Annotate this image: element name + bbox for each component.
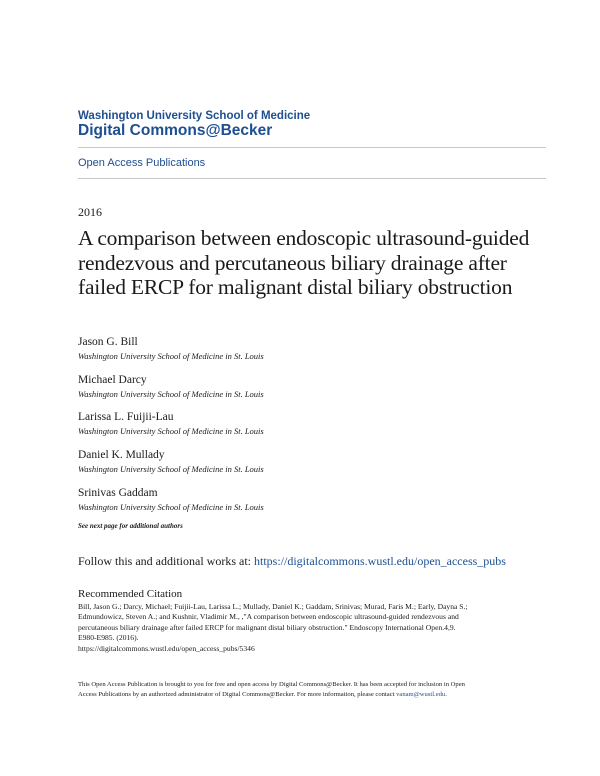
citation-heading: Recommended Citation	[78, 588, 183, 600]
follow-line	[78, 554, 506, 569]
citation-line: Edmundowicz, Steven A.; and Kushnir, Vladimir M., ,"A comparison between endoscopic ultrasound-guided rendezvous and	[78, 612, 459, 622]
follow-link[interactable]: https://digitalcommons.wustl.edu/open_access_pubs	[254, 554, 506, 568]
paper-title: A comparison between endoscopic ultrasound-guided rendezvous and percutaneous biliary drainage after failed ERCP for malignant distal biliary obstruction	[78, 226, 530, 299]
citation-line: E980-E985. (2016).	[78, 633, 139, 643]
institution-name: Washington University School of Medicine	[78, 110, 311, 122]
additional-authors-note[interactable]: See next page for additional authors	[78, 522, 183, 530]
author-block	[78, 336, 548, 361]
author-affiliation: Washington University School of Medicine in St. Louis	[78, 351, 264, 361]
author-block	[78, 487, 548, 512]
contact-email-link[interactable]: vanam@wustl.edu	[396, 691, 446, 699]
follow-text: Follow this and additional works at:	[78, 554, 254, 568]
author-name: Larissa L. Fuijii-Lau	[78, 411, 174, 423]
notice-line: This Open Access Publication is brought to you for free and open access by Digital Commons@Becker. It has been accepted for inclusion in Open	[78, 681, 465, 688]
author-block	[78, 449, 548, 474]
notice-line	[78, 690, 548, 700]
access-notice	[78, 680, 548, 701]
publication-year: 2016	[78, 205, 102, 219]
repository-name[interactable]: Digital Commons@Becker	[78, 122, 273, 139]
author-block	[78, 411, 548, 436]
citation-line: Bill, Jason G.; Darcy, Michael; Fuijii-Lau, Larissa L.; Mullady, Daniel K.; Gaddam, Srinivas; Murad, Faris M.; Early, Dayna S.;	[78, 602, 468, 611]
header-divider-bottom	[78, 178, 546, 179]
citation-line: percutaneous biliary drainage after failed ERCP for malignant distal biliary obstruction." Endoscopy International Open.4,9.	[78, 622, 456, 632]
author-affiliation: Washington University School of Medicine in St. Louis	[78, 464, 264, 474]
author-name: Srinivas Gaddam	[78, 487, 158, 499]
author-affiliation: Washington University School of Medicine in St. Louis	[78, 426, 264, 436]
citation-url[interactable]: https://digitalcommons.wustl.edu/open_access_pubs/5346	[78, 643, 255, 653]
author-block	[78, 374, 548, 399]
author-name: Michael Darcy	[78, 374, 147, 386]
collection-link[interactable]: Open Access Publications	[78, 157, 206, 169]
author-affiliation: Washington University School of Medicine in St. Louis	[78, 502, 264, 512]
notice-text: Access Publications by an authorized administrator of Digital Commons@Becker. For more information, please contact	[78, 691, 397, 699]
author-affiliation: Washington University School of Medicine in St. Louis	[78, 389, 264, 399]
author-name: Daniel K. Mullady	[78, 449, 165, 461]
notice-end: .	[445, 691, 447, 699]
citation-body	[78, 602, 548, 654]
header-divider-top	[78, 147, 546, 148]
author-name: Jason G. Bill	[78, 336, 138, 348]
